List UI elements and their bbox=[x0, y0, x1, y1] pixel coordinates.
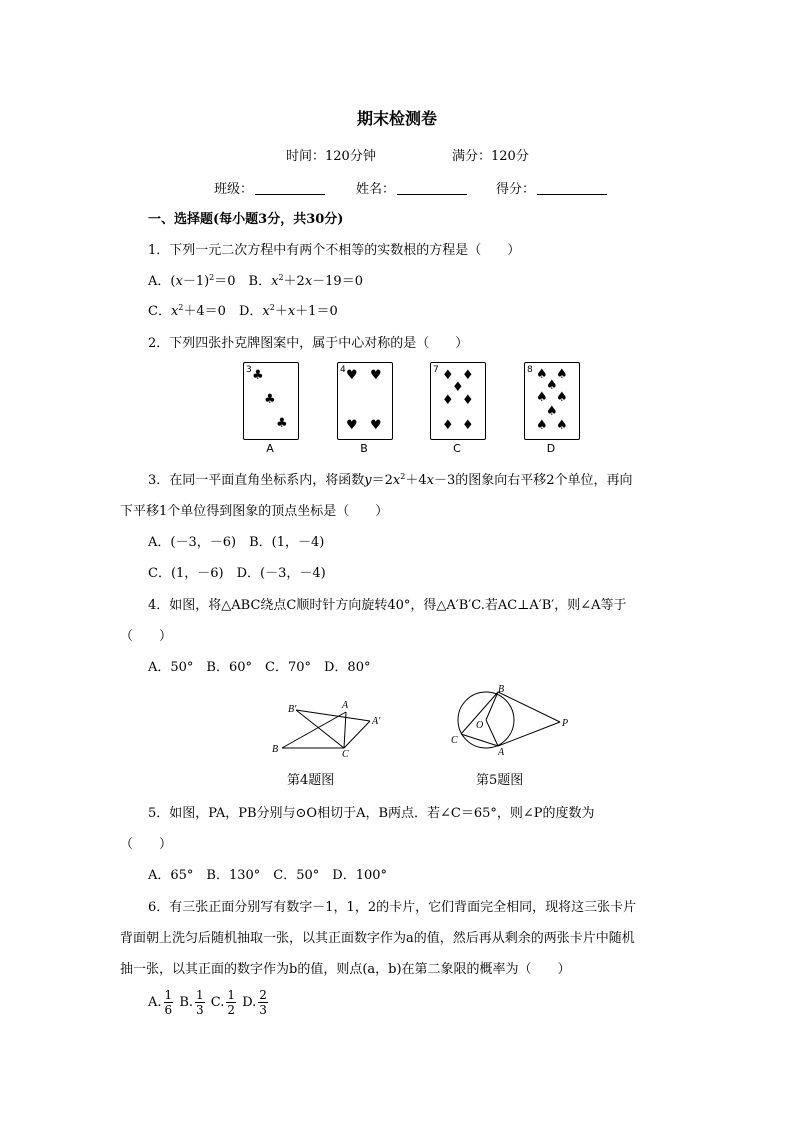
diamond-icon: ♦ bbox=[442, 393, 454, 408]
heart-icon: ♥ bbox=[346, 368, 358, 383]
heart-icon: ♥ bbox=[370, 418, 382, 433]
card-a-rank: 3 bbox=[246, 365, 252, 375]
class-field bbox=[214, 178, 325, 197]
q6-option-b-label: B. bbox=[179, 995, 193, 1010]
q6-option-a-fraction: $\frac{1}{6}$ bbox=[164, 988, 173, 1017]
spade-icon: ♠ bbox=[556, 367, 568, 382]
q4-options: A．50° B．60° C．70° D．80° bbox=[148, 660, 371, 675]
club-icon: ♣ bbox=[252, 368, 264, 383]
q4-stem: 4．如图，将△ABC绕点C顺时针方向旋转40°，得△A′B′C.若AC⊥A′B′，则∠A等于 bbox=[148, 598, 627, 613]
fig4-label-a: A bbox=[342, 700, 349, 711]
name-blank bbox=[397, 182, 467, 195]
figure-4 bbox=[268, 694, 398, 758]
heart-icon: ♥ bbox=[346, 418, 358, 433]
card-c-rank: 7 bbox=[433, 365, 439, 375]
q1-stem: 1．下列一元二次方程中有两个不相等的实数根的方程是（ ） bbox=[148, 243, 521, 258]
card-b-label: B bbox=[360, 442, 368, 455]
spade-icon: ♠ bbox=[536, 367, 548, 382]
exam-full-score: 满分：120分 bbox=[452, 149, 529, 164]
club-icon: ♣ bbox=[264, 392, 276, 407]
q1-a-label: A． bbox=[148, 274, 171, 289]
class-blank bbox=[255, 182, 325, 195]
q5-options: A．65° B．130° C．50° D．100° bbox=[148, 868, 388, 883]
q6-option-a-label: A. bbox=[148, 995, 162, 1010]
q1-d-label: D． bbox=[238, 304, 263, 319]
club-icon: ♣ bbox=[276, 416, 288, 431]
q3-line2: 下平移1个单位得到图象的顶点坐标是（ ） bbox=[120, 504, 389, 519]
page-title: 期末检测卷 bbox=[356, 109, 437, 128]
section-heading: 一、选择题(每小题3分，共30分) bbox=[148, 212, 344, 227]
card-b-rank: 4 bbox=[340, 365, 346, 375]
fig4-label-c: C bbox=[342, 749, 349, 758]
spade-icon: ♠ bbox=[546, 378, 558, 393]
q6-options bbox=[148, 988, 270, 1017]
q3-line1: 3．在同一平面直角坐标系内，将函数$y=2x^2+4x-3$的图象向右平移2个单位，再向 bbox=[148, 472, 633, 488]
q3-options-ab: A．(－3，－6) B．(1，－4) bbox=[148, 535, 325, 550]
name-field bbox=[356, 178, 467, 197]
q3-stem-a: 3．在同一平面直角坐标系内，将函数 bbox=[148, 473, 365, 488]
class-label: 班级： bbox=[214, 182, 254, 197]
q3-options-cd: C．(1，－6) D．(－3，－4) bbox=[148, 566, 326, 581]
q6-option-d-label: D. bbox=[242, 995, 257, 1010]
spade-icon: ♠ bbox=[556, 390, 568, 405]
card-c bbox=[430, 362, 486, 440]
fig4-label-b: B bbox=[272, 744, 279, 755]
q2-stem: 2．下列四张扑克牌图案中，属于中心对称的是（ ） bbox=[148, 336, 469, 351]
q6-line3: 抽一张，以其正面的数字作为b的值，则点(a，b)在第二象限的概率为（ ） bbox=[120, 962, 571, 977]
spade-icon: ♠ bbox=[536, 418, 548, 433]
q4-paren: （ ） bbox=[120, 629, 173, 644]
score-field bbox=[496, 178, 607, 197]
exam-time: 时间：120分钟 bbox=[286, 149, 376, 164]
fig5-label-p: P bbox=[562, 718, 569, 729]
card-b bbox=[337, 362, 393, 440]
spade-icon: ♠ bbox=[536, 390, 548, 405]
q6-option-c-fraction: $\frac{1}{2}$ bbox=[227, 988, 236, 1017]
fig5-label-a: A bbox=[498, 747, 505, 756]
q1-c-label: C． bbox=[148, 304, 171, 319]
q5-stem: 5．如图，PA，PB分别与⊙O相切于A，B两点．若∠C＝65°，则∠P的度数为 bbox=[148, 806, 595, 821]
diamond-icon: ♦ bbox=[462, 418, 474, 433]
q5-paren: （ ） bbox=[120, 837, 173, 852]
figure-4-caption: 第4题图 bbox=[287, 773, 335, 788]
q1-options-cd: C．$x^2+4=0$ D．$x^2+x+1=0$ bbox=[148, 303, 338, 319]
q3-stem-b: 的图象向右平移2个单位，再向 bbox=[455, 473, 633, 488]
q6-line1: 6．有三张正面分别写有数字－1，1，2的卡片，它们背面完全相同，现将这三张卡片 bbox=[148, 900, 637, 915]
score-blank bbox=[537, 182, 607, 195]
heart-icon: ♥ bbox=[370, 368, 382, 383]
figure-5 bbox=[448, 682, 578, 756]
spade-icon: ♠ bbox=[546, 404, 558, 419]
card-a bbox=[243, 362, 299, 440]
q1-b-label: B． bbox=[248, 274, 272, 289]
score-label: 得分： bbox=[496, 182, 536, 197]
fig5-label-c: C bbox=[451, 735, 458, 746]
diamond-icon: ♦ bbox=[452, 380, 464, 395]
fig5-label-o: O bbox=[476, 720, 484, 731]
card-d bbox=[524, 362, 580, 440]
card-d-rank: 8 bbox=[527, 365, 533, 375]
diamond-icon: ♦ bbox=[462, 393, 474, 408]
fig4-label-b-prime: B′ bbox=[288, 704, 297, 715]
q6-option-c-label: C. bbox=[210, 995, 225, 1010]
q6-option-b-fraction: $\frac{1}{3}$ bbox=[196, 988, 204, 1017]
card-d-label: D bbox=[546, 442, 556, 455]
diamond-icon: ♦ bbox=[442, 418, 454, 433]
card-a-label: A bbox=[266, 442, 274, 455]
spade-icon: ♠ bbox=[556, 418, 568, 433]
diamond-icon: ♦ bbox=[462, 368, 474, 383]
fig4-label-a-prime: A′ bbox=[372, 716, 381, 727]
q6-line2: 背面朝上洗匀后随机抽取一张，以其正面数字作为a的值，然后再从剩余的两张卡片中随机 bbox=[120, 931, 635, 946]
diamond-icon: ♦ bbox=[442, 368, 454, 383]
q1-options-ab: A．$(x-1)^2=0$ B．$x^2+2x-19=0$ bbox=[148, 273, 363, 289]
figure-5-caption: 第5题图 bbox=[476, 773, 524, 788]
name-label: 姓名： bbox=[356, 182, 396, 197]
fig5-label-b: B bbox=[498, 684, 505, 695]
card-c-label: C bbox=[453, 442, 461, 455]
q6-option-d-fraction: $\frac{2}{3}$ bbox=[259, 988, 267, 1017]
